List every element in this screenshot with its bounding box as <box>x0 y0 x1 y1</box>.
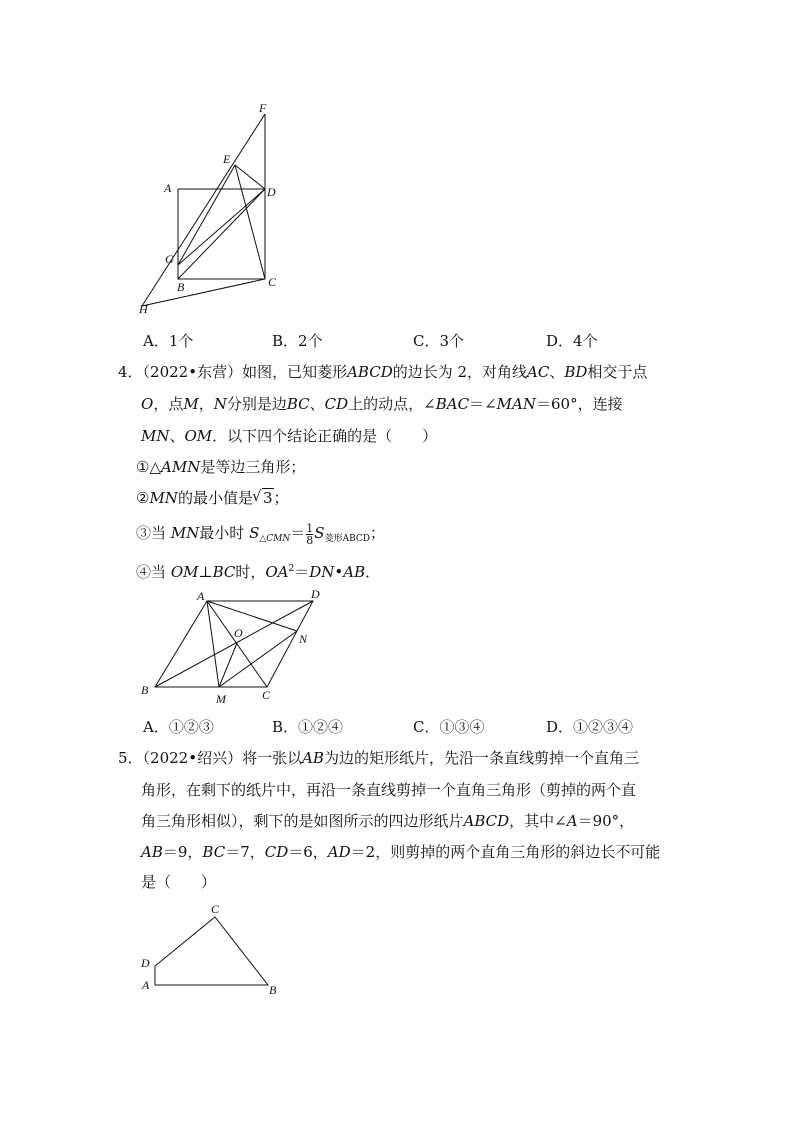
q4-statement-3: ③当 MN最小时 $S_{\triangle CMN}=$ $\frac{1}{8}$ $S_{菱形ABCD}$； <box>136 521 385 547</box>
q5-line-5: 是（ ） <box>141 873 217 891</box>
q3-option-b[interactable]: B．2个 <box>272 332 323 350</box>
q4-line-3: MN、OM．以下四个结论正确的是（ ） <box>141 427 438 445</box>
fraction-one-eighth: $\frac{1}{8}$ <box>306 521 314 547</box>
label-M: M <box>216 692 226 706</box>
label-D: D <box>267 185 276 199</box>
figure-2-rhombus <box>135 583 335 708</box>
q5-line-2: 角形，在剩下的纸片中，再沿一条直线剪掉一个直角三角形（剪掉的两个直 <box>141 781 637 799</box>
q4-option-b[interactable]: B．①②④ <box>272 718 344 736</box>
q4-option-c[interactable]: C．①③④ <box>413 718 485 736</box>
q4-option-a[interactable]: A．①②③ <box>143 718 214 736</box>
label-A3: A <box>142 978 150 992</box>
question-5 <box>118 748 698 898</box>
q3-option-d[interactable]: D．4个 <box>546 332 598 350</box>
q4-line-1: 4．（2022•东营）如图，已知菱形ABCD的边长为 2，对角线AC、BD相交于点 <box>118 363 648 381</box>
figure-3-quadrilateral <box>135 900 295 1000</box>
label-O: O <box>234 626 243 640</box>
label-N: N <box>299 632 308 646</box>
label-H: H <box>139 302 148 316</box>
label-B: B <box>177 280 185 294</box>
q4-statement-4: ④当 OM⊥BC时，$OA^2=DN•AB$． <box>136 563 381 581</box>
figure-1-geometry <box>130 95 290 320</box>
q4-statement-2: ②MN的最小值是√ 3； <box>136 488 289 508</box>
label-C3: C <box>211 902 220 916</box>
label-F: F <box>259 101 267 115</box>
q5-line-3: 角三角形相似），剩下的是如图所示的四边形纸片ABCD，其中∠A＝90°， <box>141 812 635 830</box>
label-D2: D <box>311 587 320 601</box>
q3-option-c[interactable]: C．3个 <box>413 332 465 350</box>
question-4 <box>118 362 698 582</box>
q4-line-2: O，点M，N分别是边BC、CD上的动点，∠BAC＝∠MAN＝60°，连接 <box>141 395 623 413</box>
label-B2: B <box>141 683 149 697</box>
label-C2: C <box>262 688 271 702</box>
label-A: A <box>164 181 172 195</box>
label-B3: B <box>269 983 277 997</box>
label-G: G <box>165 252 174 266</box>
label-C: C <box>268 275 277 289</box>
q5-line-1: 5．（2022•绍兴）将一张以AB为边的矩形纸片，先沿一条直线剪掉一个直角三 <box>118 749 639 767</box>
q5-line-4: AB＝9，BC＝7，CD＝6，AD＝2，则剪掉的两个直角三角形的斜边长不可能 <box>141 843 661 861</box>
q3-option-a[interactable]: A．1个 <box>143 332 194 350</box>
label-A2: A <box>197 589 205 603</box>
label-D3: D <box>141 956 150 970</box>
q4-statement-1: ①△AMN是等边三角形； <box>136 458 306 476</box>
q4-option-d[interactable]: D．①②③④ <box>546 718 634 736</box>
label-E: E <box>223 152 231 166</box>
